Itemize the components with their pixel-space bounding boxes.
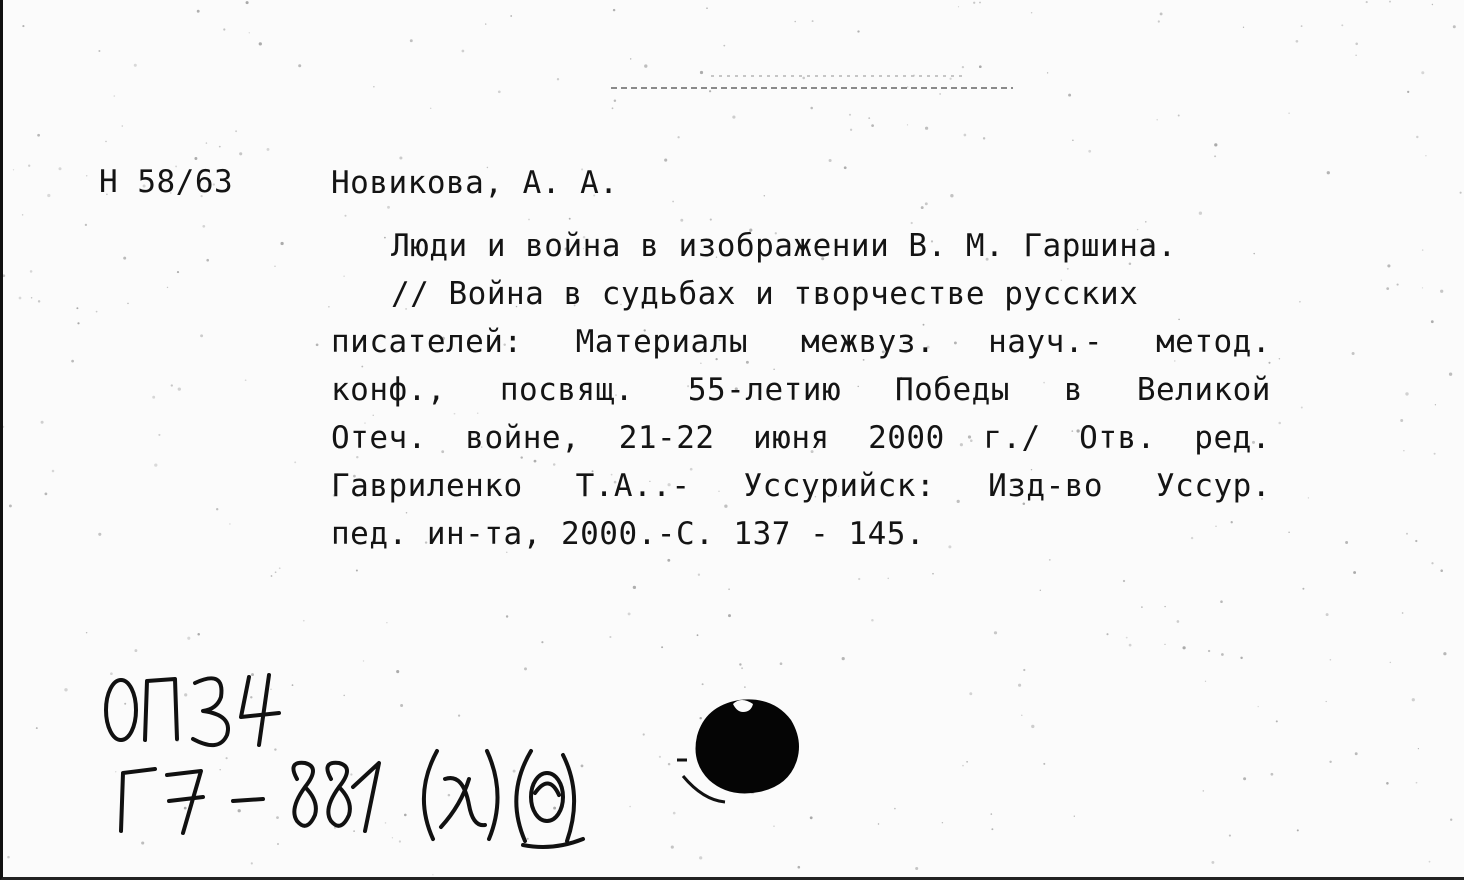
word: Изд-во <box>988 468 1104 504</box>
title-line: Люди и война в изображении В. М. Гаршина. <box>391 228 1177 264</box>
word: Победы <box>894 372 1010 408</box>
word: Отеч. <box>331 420 427 456</box>
word: писателей: <box>331 324 523 360</box>
word: Уссурийск: <box>743 468 936 504</box>
word: июня <box>753 420 830 456</box>
word: метод. <box>1156 324 1271 360</box>
word: Уссур. <box>1156 468 1271 504</box>
word: Т.А..- <box>575 468 691 504</box>
description-line-6: пед. ин-та, 2000.-С. 137 - 145. <box>331 516 926 552</box>
word: ред. <box>1194 420 1271 456</box>
word: конф., <box>331 372 446 408</box>
description-line-4 <box>331 414 1271 462</box>
description-line-5 <box>331 462 1271 510</box>
word: межвуз. <box>801 324 936 360</box>
word: в <box>1063 372 1083 408</box>
word: Гавриленко <box>331 468 523 504</box>
description-line-1: // Война в судьбах и творчестве русских <box>391 276 1139 312</box>
word: г./ <box>983 420 1041 456</box>
word: Материалы <box>575 324 749 360</box>
word: 21-22 <box>618 420 715 456</box>
punch-hole-blot <box>673 690 813 810</box>
word: 2000 <box>868 420 945 456</box>
author-name: Новикова, А. А. <box>331 165 619 201</box>
word: науч.- <box>988 324 1104 360</box>
bibliographic-description <box>331 222 1271 558</box>
description-line-3 <box>331 366 1271 414</box>
description-line-2 <box>331 318 1271 366</box>
word: Отв. <box>1079 420 1156 456</box>
handwritten-call-number <box>83 655 603 870</box>
word: Великой <box>1136 372 1271 408</box>
word: войне, <box>465 420 581 456</box>
word: 55-летию <box>687 372 842 408</box>
shelf-mark: Н 58/63 <box>99 164 234 200</box>
word: посвящ. <box>499 372 634 408</box>
